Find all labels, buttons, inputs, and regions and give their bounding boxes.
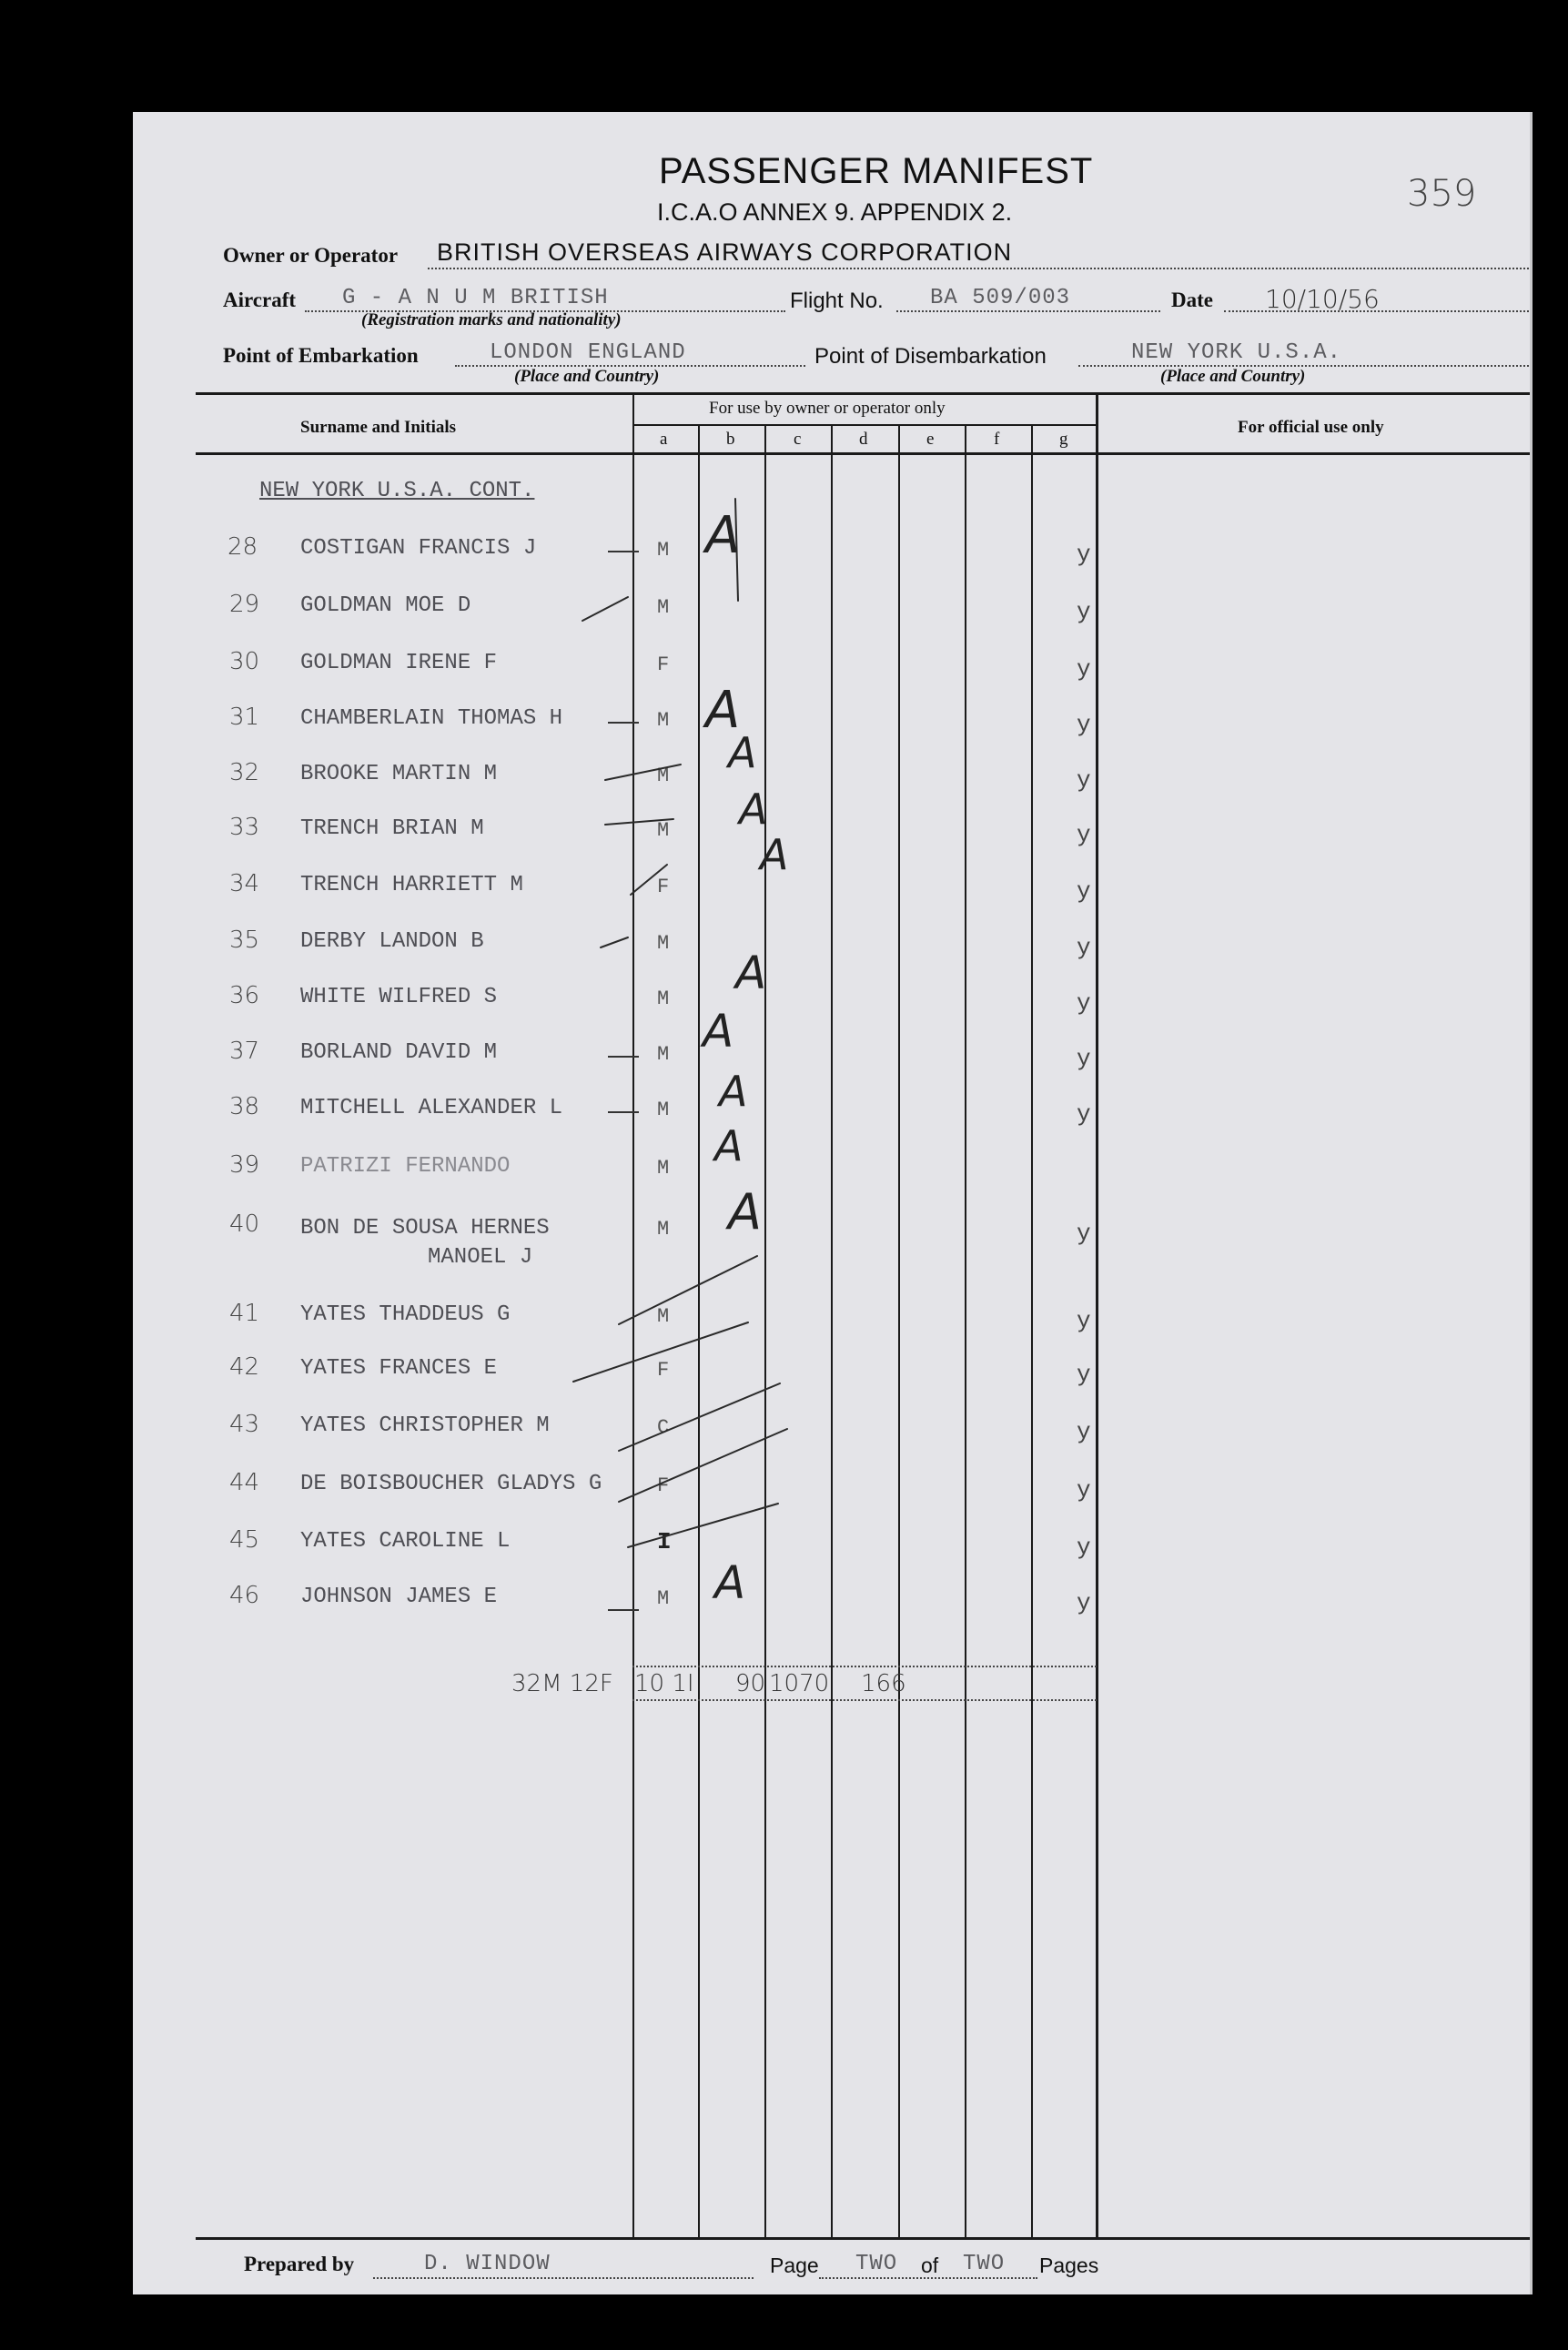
- passenger-sex: M: [657, 819, 670, 842]
- col-header-e: e: [926, 430, 935, 449]
- passenger-name: PATRIZI FERNANDO: [300, 1154, 511, 1179]
- pen-stroke: [605, 819, 673, 825]
- page-label: Page: [770, 2254, 819, 2277]
- page-value: TWO: [855, 2252, 898, 2276]
- handwritten-mark: A: [719, 1067, 748, 1116]
- passenger-name: YATES FRANCES E: [300, 1356, 498, 1381]
- g-mark: y: [1077, 1589, 1091, 1616]
- passenger-sex: M: [657, 1157, 670, 1180]
- row-number: 36: [229, 982, 260, 1009]
- passenger-sex: I: [657, 1528, 672, 1555]
- passenger-sex: M: [657, 709, 670, 732]
- passenger-name: COSTIGAN FRANCIS J: [300, 536, 537, 561]
- passenger-name: GOLDMAN MOE D: [300, 593, 471, 618]
- passenger-sex: M: [657, 1218, 670, 1241]
- aircraft-hint: (Registration marks and nationality): [361, 310, 622, 329]
- totals-c: 1070: [769, 1670, 830, 1697]
- embark-hint: (Place and Country): [514, 367, 660, 386]
- totals-rule-bottom: [632, 1699, 1097, 1701]
- passenger-name: JOHNSON JAMES E: [300, 1585, 498, 1609]
- row-number: 42: [229, 1353, 260, 1381]
- pen-stroke: [619, 1383, 780, 1451]
- g-mark: y: [1077, 1534, 1091, 1561]
- handwritten-mark: A: [705, 681, 741, 740]
- totals-rule-top: [632, 1666, 1097, 1667]
- row-number: 40: [229, 1210, 260, 1238]
- passenger-sex: C: [657, 1416, 670, 1439]
- totals-b: 90: [735, 1670, 766, 1697]
- handwritten-mark: A: [705, 506, 741, 565]
- aircraft-label: Aircraft: [223, 289, 297, 311]
- owner-label: Owner or Operator: [223, 244, 399, 267]
- passenger-sex: F: [657, 653, 670, 676]
- passenger-sex: M: [657, 1305, 670, 1328]
- prepared-label: Prepared by: [244, 2253, 355, 2275]
- passenger-name: GOLDMAN IRENE F: [300, 651, 498, 675]
- passenger-sex: F: [657, 1474, 670, 1497]
- row-number: 32: [229, 759, 260, 786]
- col-header-c: c: [794, 430, 802, 449]
- pages-label: Pages: [1039, 2254, 1099, 2277]
- sheet-number: 359: [1407, 173, 1477, 215]
- disembark-label: Point of Disembarkation: [814, 344, 1047, 369]
- col-header-f: f: [994, 430, 1000, 449]
- row-number: 35: [229, 927, 260, 954]
- disembark-value: NEW YORK U.S.A.: [1131, 340, 1342, 365]
- row-number: 41: [229, 1300, 260, 1327]
- operator-header: For use by owner or operator only: [709, 399, 946, 418]
- row-number: 46: [229, 1582, 260, 1609]
- g-mark: y: [1077, 1100, 1091, 1128]
- g-mark: y: [1077, 1220, 1091, 1247]
- passenger-name: TRENCH BRIAN M: [300, 816, 484, 841]
- pen-stroke: [582, 597, 628, 621]
- g-mark: y: [1077, 1307, 1091, 1334]
- row-number: 30: [229, 648, 260, 675]
- passenger-name: DE BOISBOUCHER GLADYS G: [300, 1472, 602, 1496]
- passenger-sex: F: [657, 1359, 670, 1382]
- row-number: 34: [229, 870, 260, 897]
- row-number: 29: [229, 591, 260, 618]
- flight-value: BA 509/003: [930, 286, 1071, 310]
- pen-stroke: [631, 865, 667, 895]
- pen-stroke: [619, 1256, 757, 1324]
- g-mark: y: [1077, 655, 1091, 683]
- handwritten-mark: A: [735, 947, 767, 999]
- pen-stroke: [573, 1322, 748, 1382]
- passenger-sex: M: [657, 596, 670, 619]
- passenger-name: WHITE WILFRED S: [300, 985, 498, 1009]
- col-header-a: a: [660, 430, 668, 449]
- continuation-heading: NEW YORK U.S.A. CONT.: [259, 479, 535, 503]
- handwritten-mark: A: [714, 1556, 746, 1609]
- passenger-name: TRENCH HARRIETT M: [300, 873, 523, 897]
- totals-lead: 32M 12F: [511, 1670, 613, 1697]
- of-label: of: [921, 2254, 939, 2277]
- row-number: 31: [229, 704, 260, 731]
- passenger-name: YATES CHRISTOPHER M: [300, 1413, 550, 1438]
- g-mark: y: [1077, 1418, 1091, 1445]
- g-mark: y: [1077, 821, 1091, 848]
- g-mark: y: [1077, 1476, 1091, 1504]
- g-mark: y: [1077, 989, 1091, 1017]
- handwritten-mark: A: [760, 830, 789, 879]
- embark-label: Point of Embarkation: [223, 344, 419, 367]
- date-label: Date: [1171, 289, 1213, 311]
- passenger-sex: M: [657, 1099, 670, 1121]
- row-number: 37: [229, 1038, 260, 1065]
- handwritten-mark: A: [728, 1183, 762, 1241]
- aircraft-value: G - A N U M BRITISH: [342, 286, 609, 310]
- row-number: 45: [229, 1526, 260, 1554]
- row-number: 39: [229, 1151, 260, 1179]
- owner-value: BRITISH OVERSEAS AIRWAYS CORPORATION: [437, 238, 1013, 266]
- row-number: 44: [229, 1469, 260, 1496]
- passenger-name: YATES CAROLINE L: [300, 1529, 511, 1554]
- manifest-subtitle: I.C.A.O ANNEX 9. APPENDIX 2.: [657, 198, 1013, 226]
- handwritten-mark: A: [739, 785, 768, 834]
- passenger-sex: M: [657, 1587, 670, 1610]
- prepared-underline: [373, 2277, 754, 2279]
- handwritten-mark: A: [714, 1121, 744, 1170]
- g-mark: y: [1077, 541, 1091, 568]
- passenger-name-continued: MANOEL J: [428, 1245, 533, 1270]
- row-number: 28: [228, 533, 258, 561]
- passenger-name: CHAMBERLAIN THOMAS H: [300, 706, 563, 731]
- col-header-g: g: [1059, 430, 1068, 449]
- g-mark: y: [1077, 934, 1091, 961]
- page-underline: [819, 2277, 1037, 2279]
- pen-stroke: [628, 1504, 778, 1547]
- passenger-sex: M: [657, 539, 670, 562]
- official-header: For official use only: [1238, 418, 1384, 437]
- prepared-value: D. WINDOW: [424, 2252, 551, 2276]
- passenger-name: DERBY LANDON B: [300, 929, 484, 954]
- passenger-name: BROOKE MARTIN M: [300, 762, 498, 786]
- surname-header: Surname and Initials: [300, 418, 457, 437]
- flight-label: Flight No.: [790, 289, 884, 313]
- passenger-sex: M: [657, 988, 670, 1010]
- passenger-name: BORLAND DAVID M: [300, 1040, 498, 1065]
- row-number: 38: [229, 1093, 260, 1120]
- of-value: TWO: [963, 2252, 1006, 2276]
- passenger-sex: M: [657, 932, 670, 955]
- passenger-name: MITCHELL ALEXANDER L: [300, 1096, 563, 1120]
- col-header-d: d: [859, 430, 868, 449]
- disembark-hint: (Place and Country): [1160, 367, 1306, 386]
- handwritten-mark: A: [703, 1005, 734, 1058]
- handwritten-mark: A: [728, 728, 757, 777]
- g-mark: y: [1077, 1361, 1091, 1388]
- passenger-name: YATES THADDEUS G: [300, 1302, 511, 1327]
- passenger-sex: M: [657, 765, 670, 787]
- passenger-name: BON DE SOUSA HERNES: [300, 1216, 550, 1241]
- pen-stroke: [735, 499, 738, 601]
- embark-value: LONDON ENGLAND: [490, 340, 686, 365]
- totals-a: 10 1I: [634, 1670, 694, 1697]
- pen-stroke: [605, 765, 681, 780]
- col-header-b: b: [726, 430, 735, 449]
- totals-d: 166: [861, 1670, 906, 1697]
- date-value: 10/10/56: [1265, 284, 1380, 314]
- g-mark: y: [1077, 598, 1091, 625]
- g-mark: y: [1077, 1045, 1091, 1072]
- row-number: 43: [229, 1411, 260, 1438]
- pen-stroke: [601, 937, 628, 947]
- g-mark: y: [1077, 877, 1091, 905]
- manifest-title: PASSENGER MANIFEST: [659, 151, 1094, 191]
- g-mark: y: [1077, 766, 1091, 794]
- g-mark: y: [1077, 711, 1091, 738]
- passenger-sex: F: [657, 876, 670, 898]
- row-number: 33: [229, 814, 260, 841]
- passenger-sex: M: [657, 1043, 670, 1066]
